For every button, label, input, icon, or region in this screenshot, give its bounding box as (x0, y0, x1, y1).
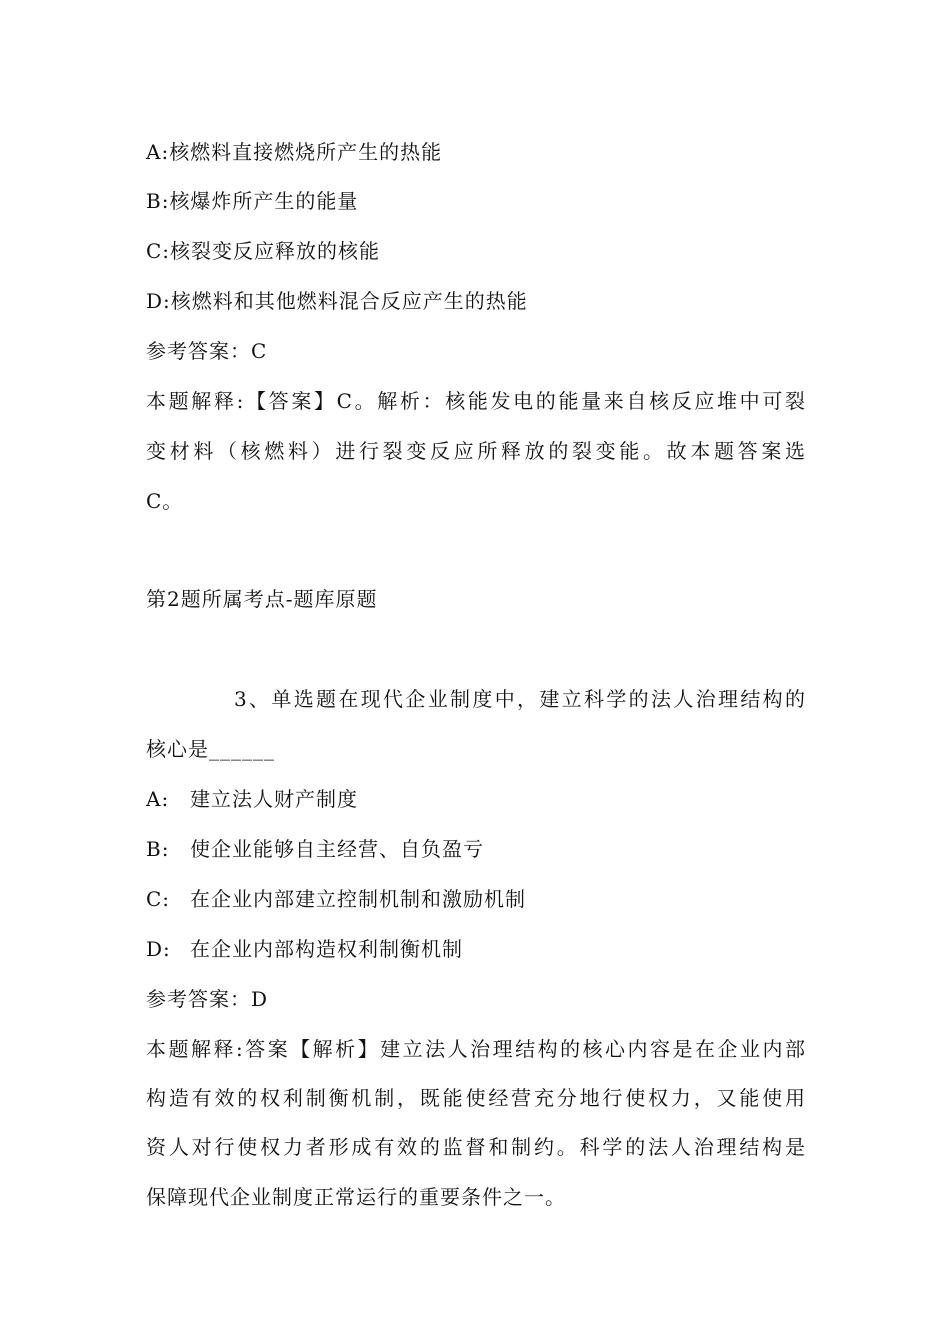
q3-question-line-2: 核心是______ (146, 737, 275, 761)
q2-option-c-text: 核裂变反应释放的核能 (170, 239, 381, 263)
q3-option-b-label: B: (146, 837, 170, 861)
q2-explanation-line-1: 本题解释:【答案】C。解析：核能发电的能量来自核反应堆中可裂 (146, 389, 806, 413)
q2-option-a (146, 139, 806, 165)
q3-option-d (146, 936, 806, 962)
q2-option-b-text: 核爆炸所产生的能量 (169, 189, 359, 213)
q2-option-a-label: A: (146, 140, 170, 164)
q2-option-d-label: D: (146, 289, 171, 313)
q3-option-d-text: 在企业内部构造权利制衡机制 (190, 937, 463, 961)
q2-option-d-text: 核燃料和其他燃料混合反应产生的热能 (170, 289, 528, 313)
q3-answer: 参考答案：D (146, 987, 269, 1011)
q3-option-b-text: 使企业能够自主经营、自负盈亏 (190, 837, 484, 861)
q3-explanation-line-1: 本题解释:答案【解析】建立法人治理结构的核心内容是在企业内部 (146, 1037, 806, 1061)
q3-option-b (146, 836, 806, 862)
q3-option-d-label: D: (146, 937, 171, 961)
q3-option-c (146, 886, 806, 912)
q3-option-a-text: 建立法人财产制度 (190, 787, 358, 811)
q2-option-b (146, 188, 806, 214)
q2-option-c-label: C: (146, 239, 171, 263)
q3-explanation-line-3: 资人对行使权力者形成有效的监督和制约。科学的法人治理结构是 (146, 1135, 806, 1159)
q2-option-c (146, 238, 806, 264)
q3-option-c-text: 在企业内部建立控制机制和激励机制 (190, 887, 526, 911)
q3-explanation-line-2: 构造有效的权利制衡机制，既能使经营充分地行使权力，又能使用 (146, 1086, 806, 1110)
q2-explanation-line-2: 变材料（核燃料）进行裂变反应所释放的裂变能。故本题答案选 (146, 439, 806, 463)
q2-option-a-text: 核燃料直接燃烧所产生的热能 (169, 140, 443, 164)
q3-question-line-1: 3、单选题在现代企业制度中，建立科学的法人治理结构的 (234, 687, 806, 711)
q2-explanation-line-3: C。 (146, 489, 184, 513)
q3-option-a-label: A: (146, 787, 170, 811)
q3-option-a (146, 786, 806, 812)
q2-topic: 第2题所属考点-题库原题 (146, 587, 378, 611)
q3-explanation-line-4: 保障现代企业制度正常运行的重要条件之一。 (146, 1185, 566, 1209)
q2-answer: 参考答案：C (146, 339, 268, 363)
q3-option-c-label: C: (146, 887, 171, 911)
q2-option-b-label: B: (146, 189, 170, 213)
q2-option-d (146, 288, 806, 314)
